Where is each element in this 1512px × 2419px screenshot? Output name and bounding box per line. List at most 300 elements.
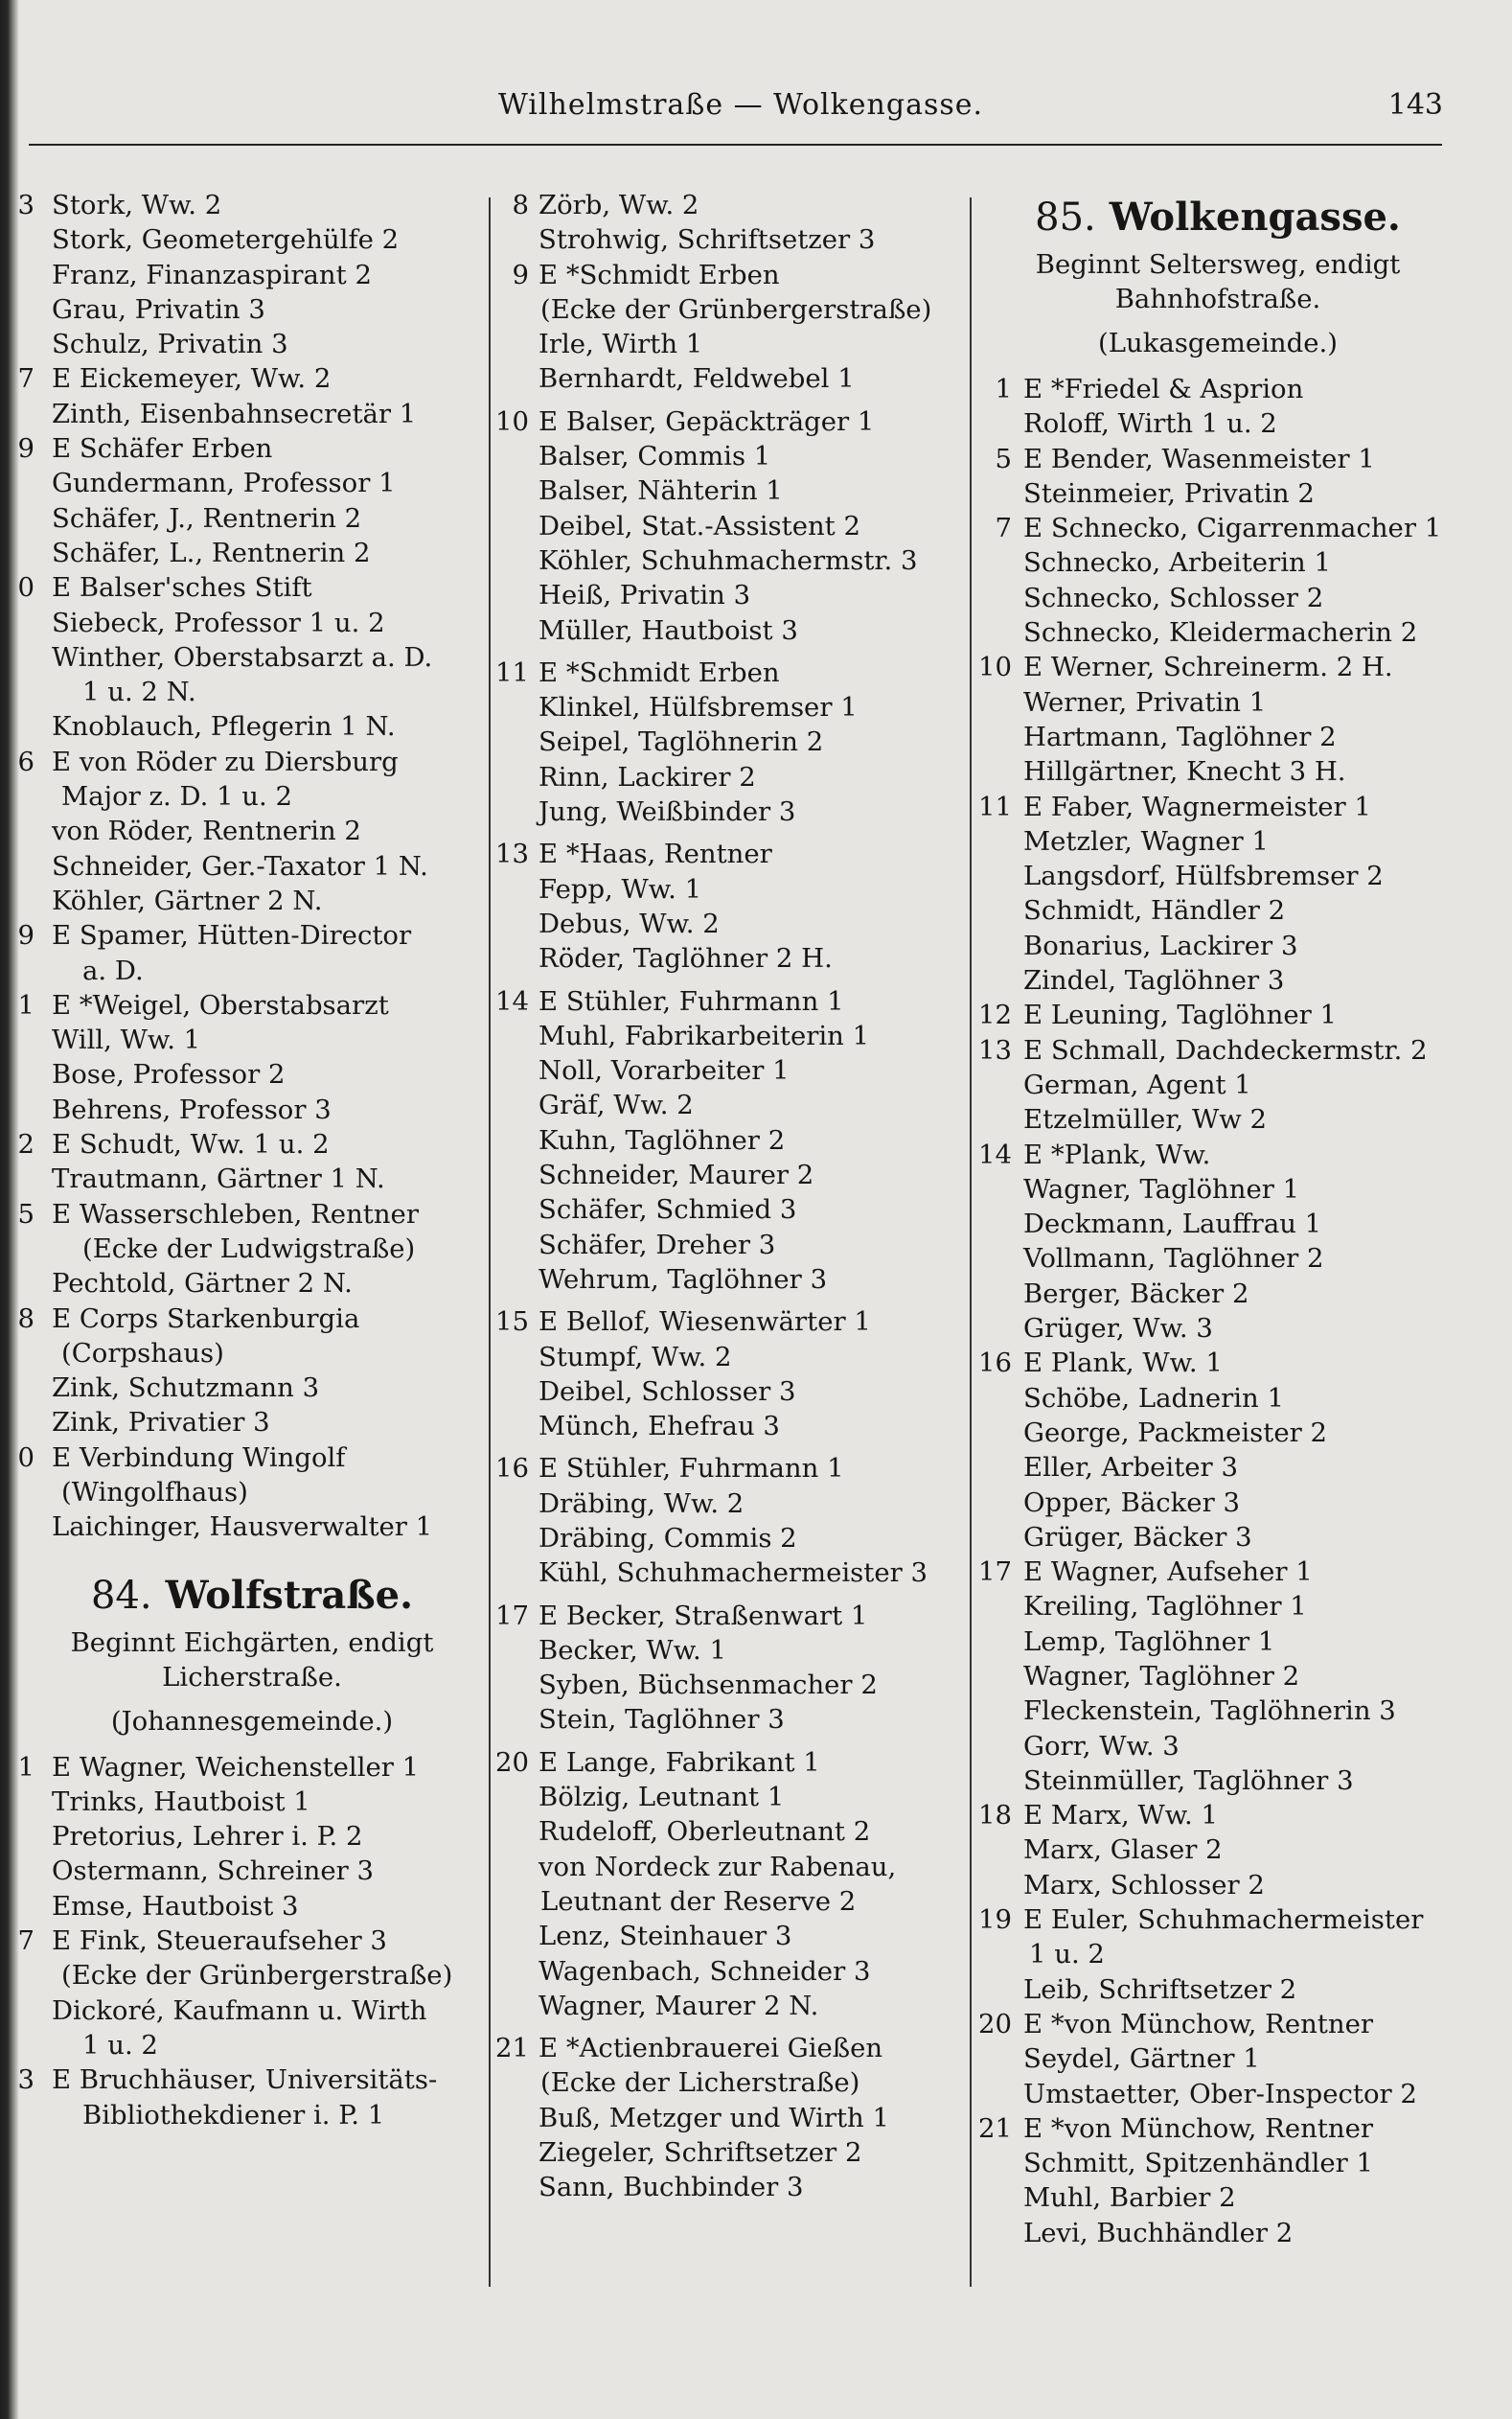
directory-entry (27, 779, 477, 814)
entry-text: Dräbing, Commis 2 (538, 1522, 797, 1554)
entry-text: Gorr, Ww. 3 (1023, 1730, 1180, 1762)
entry-text: Gräf, Ww. 2 (538, 1090, 694, 1121)
entry-text: Metzler, Wagner 1 (1023, 825, 1269, 857)
entry-text: Ostermann, Schreiner 3 (52, 1855, 375, 1887)
entry-text: E Corps Starkenburgia (52, 1302, 360, 1334)
section-subtitle-line-1: Beginnt Seltersweg, endigt (1035, 249, 1401, 280)
directory-entry (983, 685, 1453, 720)
entry-text: Vollmann, Taglöhner 2 (1023, 1243, 1324, 1275)
entry-text: Steinmüller, Taglöhner 3 (1023, 1764, 1354, 1796)
entry-text: Grüger, Bäcker 3 (1023, 1521, 1252, 1553)
house-number: 6 (17, 746, 34, 777)
directory-entry (27, 954, 477, 988)
house-number: 9 (512, 259, 529, 290)
directory-entry (27, 1889, 477, 1924)
entry-text: Muhl, Fabrikarbeiterin 1 (538, 1020, 870, 1051)
directory-entry (500, 760, 960, 795)
directory-entry (500, 1884, 960, 1919)
entry-text: Schulz, Privatin 3 (52, 329, 288, 360)
entry-text: Zörb, Ww. 2 (538, 190, 699, 220)
column-divider-left (489, 197, 491, 2287)
directory-entry (500, 1850, 960, 1884)
directory-entry (500, 1158, 960, 1192)
directory-entry (983, 1416, 1453, 1450)
entry-text: Knoblauch, Pflegerin 1 N. (52, 711, 396, 743)
directory-entry (27, 1232, 477, 1266)
directory-entry (500, 1409, 960, 1443)
entry-text: Buß, Metzger und Wirth 1 (538, 2102, 889, 2133)
directory-entry (500, 2101, 960, 2135)
house-number: 7 (17, 363, 34, 395)
entry-text: Stork, Ww. 2 (52, 190, 222, 220)
entry-text: Leutnant der Reserve 2 (540, 1885, 857, 1917)
directory-entry (983, 1832, 1453, 1867)
section-parish: (Lukasgemeinde.) (1098, 328, 1338, 358)
directory-entry (983, 2180, 1453, 2215)
directory-entry (17, 918, 477, 953)
entry-text: Schnecko, Kleidermacherin 2 (1023, 617, 1418, 649)
directory-entry (17, 1924, 477, 1958)
entry-text: Ziegeler, Schriftsetzer 2 (538, 2137, 862, 2169)
entry-text: Fleckenstein, Taglöhnerin 3 (1023, 1695, 1396, 1727)
directory-entry (983, 1763, 1453, 1798)
entry-text: Wagner, Taglöhner 2 (1023, 1660, 1300, 1692)
entry-text: Deibel, Schlosser 3 (538, 1375, 796, 1407)
directory-entry (983, 2216, 1453, 2250)
directory-entry (983, 1624, 1453, 1659)
wolkengasse-entries (978, 372, 1453, 2250)
entry-text: E *von Münchow, Rentner (1023, 2112, 1373, 2144)
entry-text: (Corpshaus) (61, 1337, 224, 1369)
section-subtitle-line-2: Bahnhofstraße. (1114, 284, 1321, 314)
entry-text: E Balser'sches Stift (52, 572, 312, 604)
directory-entry (500, 1374, 960, 1409)
entry-text: E *von Münchow, Rentner (1023, 2008, 1373, 2039)
entry-text: Zink, Schutzmann 3 (52, 1372, 320, 1404)
directory-entry (500, 1954, 960, 1989)
entry-text: Franz, Finanzaspirant 2 (52, 259, 372, 290)
entry-text: Stork, Geometergehülfe 2 (52, 224, 400, 256)
directory-entry (978, 1138, 1453, 1172)
entry-text: Seydel, Gärtner 1 (1023, 2043, 1260, 2075)
directory-entry (978, 1033, 1453, 1068)
entry-text: E Bruchhäuser, Universitäts- (52, 2064, 438, 2096)
directory-entry (27, 884, 477, 918)
section-parish: (Johannesgemeinde.) (110, 1705, 394, 1737)
directory-entry (500, 1123, 960, 1158)
entry-text: Schmitt, Spitzenhändler 1 (1023, 2148, 1374, 2179)
entry-text: Dräbing, Ww. 2 (538, 1487, 745, 1519)
house-number: 9 (17, 433, 34, 465)
directory-entry (983, 893, 1453, 928)
house-number: 3 (17, 190, 34, 220)
entry-text: Balser, Commis 1 (538, 441, 771, 472)
directory-entry (983, 1729, 1453, 1763)
directory-entry (500, 361, 960, 396)
house-number: 11 (495, 657, 529, 688)
directory-entry (500, 2065, 960, 2100)
directory-entry (27, 814, 477, 848)
entry-text: Köhler, Schuhmachermstr. 3 (538, 544, 918, 576)
entry-text: Kuhn, Taglöhner 2 (538, 1124, 786, 1156)
directory-entry (27, 222, 477, 257)
directory-entry (27, 1405, 477, 1440)
directory-entry (27, 1162, 477, 1196)
directory-entry (27, 292, 477, 327)
directory-entry (27, 849, 477, 884)
entry-text: Berger, Bäcker 2 (1023, 1278, 1249, 1309)
directory-entry (983, 2146, 1453, 2180)
entry-text: Syben, Büchsenmacher 2 (538, 1670, 878, 1701)
directory-entry (495, 2031, 960, 2065)
entry-text: E *Friedel & Asprion (1023, 374, 1304, 404)
column-2 (495, 188, 960, 2205)
house-number: 8 (17, 1302, 34, 1334)
directory-entry (500, 578, 960, 612)
section-heading-85 (983, 188, 1453, 247)
directory-entry (17, 431, 477, 466)
directory-entry (983, 1381, 1453, 1416)
entry-text: Steinmeier, Privatin 2 (1023, 477, 1315, 509)
entry-text: Siebeck, Professor 1 u. 2 (52, 607, 385, 638)
column-3 (978, 188, 1453, 2250)
directory-entry (495, 1304, 960, 1339)
directory-entry (983, 1241, 1453, 1276)
directory-entry (500, 613, 960, 648)
entry-text: E Stühler, Fuhrmann 1 (538, 985, 844, 1017)
directory-entry (500, 292, 960, 327)
directory-entry (495, 656, 960, 690)
section-title: Wolfstraße. (165, 1572, 414, 1618)
directory-entry (500, 1053, 960, 1088)
entry-text: E Plank, Ww. 1 (1023, 1348, 1223, 1379)
entry-text: Balser, Nähterin 1 (538, 475, 783, 507)
entry-text: E Wagner, Weichensteller 1 (52, 1751, 420, 1783)
directory-entry (983, 406, 1453, 441)
entry-text: E Wagner, Aufseher 1 (1023, 1556, 1313, 1588)
running-head (0, 88, 1512, 130)
directory-entry (500, 1019, 960, 1053)
wilhelmstrasse-entries-continued (495, 188, 960, 2205)
entry-text: von Nordeck zur Rabenau, (538, 1851, 897, 1882)
entry-text: Lenz, Steinhauer 3 (538, 1921, 792, 1952)
entry-text: Bernhardt, Feldwebel 1 (538, 363, 855, 395)
section-number: 85. (1035, 196, 1096, 240)
entry-text: E Schudt, Ww. 1 u. 2 (52, 1129, 330, 1161)
directory-entry (983, 1450, 1453, 1485)
directory-entry (500, 1340, 960, 1374)
entry-text: Eller, Arbeiter 3 (1023, 1452, 1238, 1484)
entry-text: Pretorius, Lehrer i. P. 2 (52, 1821, 363, 1853)
entry-text: Stein, Taglöhner 3 (538, 1704, 785, 1736)
entry-text: Becker, Ww. 1 (538, 1634, 726, 1666)
directory-entry (17, 361, 477, 396)
entry-text: Fepp, Ww. 1 (538, 873, 702, 905)
entry-text: Müller, Hautboist 3 (538, 614, 798, 646)
directory-entry (500, 543, 960, 578)
entry-text: Debus, Ww. 2 (538, 908, 720, 939)
directory-entry (500, 2170, 960, 2204)
entry-text: Behrens, Professor 3 (52, 1094, 332, 1125)
entry-text: Dickoré, Kaufmann u. Wirth (52, 1994, 427, 2026)
directory-entry (983, 929, 1453, 963)
entry-text: Zinth, Eisenbahnsecretär 1 (52, 398, 417, 429)
directory-entry (983, 442, 1453, 476)
directory-entry (983, 545, 1453, 580)
directory-entry (500, 1521, 960, 1555)
entry-text: E Eickemeyer, Ww. 2 (52, 363, 332, 395)
page-number: 143 (1387, 88, 1443, 122)
directory-entry (495, 404, 960, 439)
house-number: 21 (495, 2033, 529, 2064)
entry-text: Umstaetter, Ober-Inspector 2 (1023, 2078, 1417, 2109)
directory-entry (27, 536, 477, 570)
directory-entry (27, 1093, 477, 1127)
house-number: 5 (995, 443, 1012, 474)
directory-entry (500, 473, 960, 508)
directory-entry (17, 1750, 477, 1785)
house-number: 14 (978, 1139, 1012, 1170)
directory-entry (495, 1451, 960, 1486)
entry-text: E Becker, Straßenwart 1 (538, 1600, 868, 1631)
house-number: 8 (512, 190, 529, 220)
entry-text: Schäfer, L., Rentnerin 2 (52, 537, 371, 568)
directory-entry (495, 1745, 960, 1780)
directory-entry (27, 1475, 477, 1509)
directory-entry (17, 1302, 477, 1336)
directory-entry (17, 745, 477, 779)
directory-entry (978, 1798, 1453, 1832)
header-rule (29, 144, 1442, 146)
directory-entry (27, 501, 477, 536)
directory-entry (495, 984, 960, 1019)
entry-text: E *Schmidt Erben (538, 657, 780, 688)
entry-text: Will, Ww. 1 (52, 1025, 201, 1056)
entry-text: Laichinger, Hausverwalter 1 (52, 1511, 433, 1543)
entry-text: Wagner, Taglöhner 1 (1023, 1173, 1300, 1205)
directory-entry (27, 709, 477, 744)
directory-entry (27, 606, 477, 640)
directory-entry (27, 675, 477, 709)
directory-entry (500, 795, 960, 829)
directory-entry (27, 1266, 477, 1301)
house-number: 9 (17, 920, 34, 952)
section-subtitle-line-1: Beginnt Eichgärten, endigt (70, 1626, 434, 1658)
entry-text: E Marx, Ww. 1 (1023, 1800, 1219, 1832)
column-divider-right (970, 197, 972, 2287)
house-number: 16 (978, 1348, 1012, 1379)
entry-text: Levi, Buchhändler 2 (1023, 2217, 1294, 2248)
section-number: 84. (90, 1573, 152, 1618)
entry-text: Schäfer, Dreher 3 (538, 1229, 776, 1260)
directory-entry (500, 1486, 960, 1521)
directory-entry (500, 1780, 960, 1814)
directory-entry (500, 1814, 960, 1849)
entry-text: Hartmann, Taglöhner 2 (1023, 721, 1337, 752)
directory-entry (27, 397, 477, 431)
entry-text: Schnecko, Schlosser 2 (1023, 582, 1324, 613)
entry-text: Röder, Taglöhner 2 H. (538, 943, 833, 975)
entry-text: Lemp, Taglöhner 1 (1023, 1625, 1275, 1657)
directory-entry (500, 439, 960, 473)
entry-text: Grüger, Ww. 3 (1023, 1313, 1213, 1345)
directory-entry (495, 837, 960, 871)
entry-text: Trinks, Hautboist 1 (52, 1785, 310, 1817)
entry-text: E *Plank, Ww. (1023, 1139, 1211, 1170)
directory-entry (983, 1102, 1453, 1137)
directory-entry (17, 2062, 477, 2097)
entry-text: von Röder, Rentnerin 2 (52, 816, 361, 847)
entry-text: E Bender, Wasenmeister 1 (1023, 443, 1375, 474)
wolfstrasse-entries (17, 1750, 477, 2132)
directory-entry (27, 1785, 477, 1819)
directory-entry (495, 1599, 960, 1633)
entry-text: Wehrum, Taglöhner 3 (538, 1263, 828, 1295)
entry-text: German, Agent 1 (1023, 1069, 1251, 1100)
house-number: 13 (495, 839, 529, 870)
directory-entry (983, 1486, 1453, 1520)
house-number: 16 (495, 1453, 529, 1485)
directory-entry (27, 1023, 477, 1057)
entry-text: Seipel, Taglöhnerin 2 (538, 726, 824, 758)
directory-entry (978, 2007, 1453, 2041)
house-number: 10 (978, 652, 1012, 683)
directory-entry (978, 650, 1453, 684)
directory-entry (978, 998, 1453, 1032)
directory-entry (500, 1668, 960, 1702)
entry-text: E Werner, Schreinerm. 2 H. (1023, 652, 1393, 683)
entry-text: Irle, Wirth 1 (538, 329, 703, 360)
house-number: 20 (495, 1746, 529, 1778)
house-number: 1 (17, 989, 34, 1021)
directory-entry (983, 1311, 1453, 1346)
wilhelmstrasse-entries (17, 188, 477, 1545)
house-number: 21 (978, 2112, 1012, 2144)
entry-text: Gundermann, Professor 1 (52, 468, 396, 499)
directory-entry (17, 1127, 477, 1162)
directory-entry (27, 1854, 477, 1888)
directory-entry (983, 1972, 1453, 2007)
entry-text: Major z. D. 1 u. 2 (61, 781, 292, 813)
directory-entry (27, 1993, 477, 2028)
directory-entry (983, 1520, 1453, 1555)
directory-entry (983, 1937, 1453, 1971)
directory-entry (983, 963, 1453, 998)
directory-entry (27, 1958, 477, 1993)
entry-text: E Schmall, Dachdeckermstr. 2 (1023, 1034, 1428, 1066)
entry-text: Schneider, Ger.-Taxator 1 N. (52, 850, 428, 882)
directory-entry (983, 1589, 1453, 1624)
entry-text: Bonarius, Lackirer 3 (1023, 930, 1298, 961)
entry-text: Deibel, Stat.-Assistent 2 (538, 510, 860, 541)
directory-entry (500, 1192, 960, 1227)
entry-text: Köhler, Gärtner 2 N. (52, 885, 323, 916)
entry-text: E Schäfer Erben (52, 433, 273, 465)
entry-text: E Faber, Wagnermeister 1 (1023, 791, 1371, 822)
directory-entry (27, 1509, 477, 1544)
directory-entry (983, 581, 1453, 615)
entry-text: Schnecko, Arbeiterin 1 (1023, 547, 1331, 579)
entry-text: E *Haas, Rentner (538, 839, 772, 870)
entry-text: E von Röder zu Diersburg (52, 746, 399, 777)
section-heading-84 (27, 1566, 477, 1625)
entry-text: (Ecke der Grünbergerstraße) (540, 293, 932, 325)
entry-text: Wagenbach, Schneider 3 (538, 1955, 871, 1987)
entry-text: Schneider, Maurer 2 (538, 1160, 814, 1191)
house-number: 0 (17, 572, 34, 604)
entry-text: Zindel, Taglöhner 3 (1023, 965, 1285, 997)
entry-text: Muhl, Barbier 2 (1023, 2182, 1236, 2214)
directory-entry (27, 1057, 477, 1092)
entry-text: Hillgärtner, Knecht 3 H. (1023, 756, 1346, 788)
entry-text: Marx, Glaser 2 (1023, 1834, 1223, 1866)
running-head-title: Wilhelmstraße — Wolkengasse. (498, 88, 984, 122)
entry-text: Deckmann, Lauffrau 1 (1023, 1209, 1322, 1240)
directory-entry (978, 1346, 1453, 1380)
house-number: 20 (978, 2008, 1012, 2039)
entry-text: Bölzig, Leutnant 1 (538, 1782, 785, 1813)
directory-entry (500, 725, 960, 759)
directory-entry (983, 824, 1453, 859)
directory-entry (983, 615, 1453, 650)
directory-entry (17, 1197, 477, 1232)
directory-entry (500, 1989, 960, 2023)
house-number: 1 (995, 374, 1012, 404)
house-number: 17 (978, 1556, 1012, 1588)
directory-entry (983, 372, 1453, 406)
directory-entry (27, 1336, 477, 1371)
entry-text: Kühl, Schuhmachermeister 3 (538, 1557, 928, 1589)
directory-entry (500, 1919, 960, 1953)
directory-entry (983, 1068, 1453, 1102)
directory-entry (500, 1228, 960, 1262)
entry-text: Grau, Privatin 3 (52, 293, 265, 325)
directory-entry (500, 1702, 960, 1737)
directory-entry (27, 258, 477, 292)
entry-text: Emse, Hautboist 3 (52, 1890, 299, 1922)
entry-text: Langsdorf, Hülfsbremser 2 (1023, 861, 1384, 892)
house-number: 19 (978, 1904, 1012, 1936)
directory-entry (500, 690, 960, 725)
directory-entry (17, 570, 477, 605)
entry-text: E *Schmidt Erben (538, 259, 780, 290)
directory-entry (500, 1088, 960, 1122)
entry-text: 1 u. 2 (82, 2029, 158, 2061)
directory-entry (27, 327, 477, 361)
directory-entry (500, 188, 960, 222)
directory-entry (500, 509, 960, 543)
directory-entry (978, 790, 1453, 824)
entry-text: Schäfer, J., Rentnerin 2 (52, 502, 362, 534)
entry-text: Klinkel, Hülfsbremser 1 (538, 692, 858, 724)
entry-text: Rinn, Lackirer 2 (538, 761, 756, 793)
entry-text: Heiß, Privatin 3 (538, 580, 751, 611)
directory-entry (17, 188, 477, 222)
house-number: 10 (495, 405, 529, 437)
directory-entry (500, 327, 960, 361)
entry-text: Stumpf, Ww. 2 (538, 1341, 732, 1372)
directory-entry (27, 466, 477, 500)
house-number: 5 (17, 1198, 34, 1230)
entry-text: E Wasserschleben, Rentner (52, 1198, 419, 1230)
directory-entry (983, 1693, 1453, 1728)
entry-text: Wagner, Maurer 2 N. (538, 1990, 819, 2021)
directory-entry (983, 754, 1453, 789)
directory-entry (978, 1902, 1453, 1937)
directory-entry (17, 988, 477, 1023)
directory-entry (500, 222, 960, 257)
entry-text: Schöbe, Ladnerin 1 (1023, 1382, 1285, 1414)
